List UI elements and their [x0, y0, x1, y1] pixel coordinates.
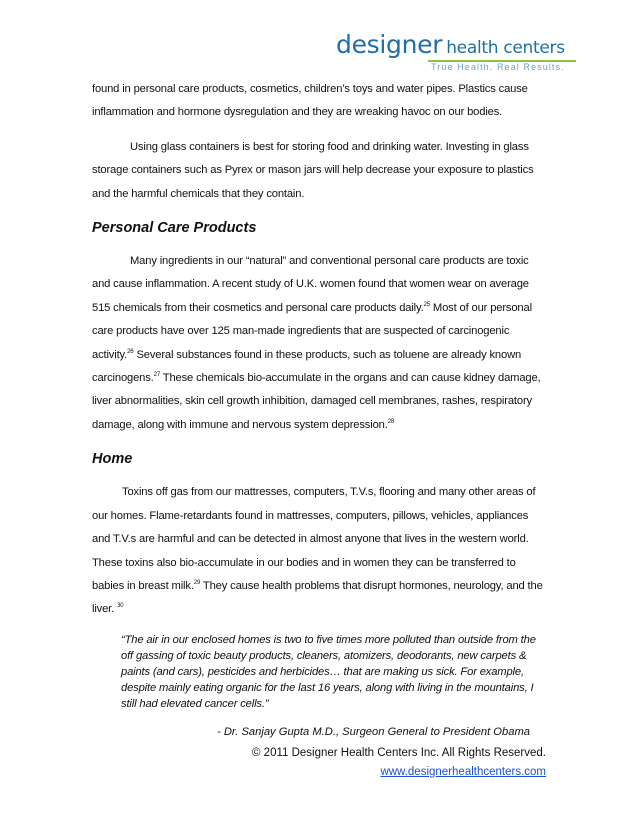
logo-tagline: True Health. Real Results.: [431, 62, 565, 72]
website-link[interactable]: www.designerhealthcenters.com: [380, 766, 546, 778]
page-footer: [252, 744, 546, 782]
footnote-ref-28: 28: [387, 418, 395, 425]
section-heading-personal-care: Personal Care Products: [92, 220, 257, 237]
paragraph-glass-containers: Using glass containers is best for storing food and drinking water. Investing in glass storage containers such as Pyrex or mason jars will help decrease your exposure to plastics and the harmful chemicals that they contain.: [92, 140, 534, 200]
logo-word-health-centers: health centers: [446, 38, 565, 58]
footnote-ref-30: 30: [117, 603, 124, 610]
footnote-ref-27: 27: [153, 372, 161, 379]
paragraph-personal-care: Many ingredients in our “natural” and conventional personal care products are toxic and cause inflammation. A recent study of U.K. women found that women wear on average 515 chemicals from their cosmetics and personal care products daily.$^{25}$ Most of our personal care products have over 125 man-made ingredients that are suspected of carcinogenic activity.$^{26}$ Several substances found in these products, such as toluene are already known carcinogens.$^{27}$ These chemicals bio-accumulate in the organs and can cause kidney damage, liver abnormalities, skin cell growth inhibition, damaged cell membranes, rashes, respiratory damage, along with immune and nervous system depression.$^{28}$: [92, 255, 541, 431]
section-heading-home: Home: [92, 451, 133, 468]
footnote-ref-26: 26: [127, 348, 134, 355]
copyright-notice: © 2011 Designer Health Centers Inc. All Rights Reserved.: [252, 747, 546, 759]
logo-wordmark: [336, 30, 565, 59]
block-quote: “The air in our enclosed homes is two to five times more polluted than outside from the off gassing of toxic beauty products, cleaners, atomizers, deodorants, new carpets & paints (and cars), pesticides and herbicides… that are making us sick. For example, despite mainly eating organic for the last 16 years, along with living in the mountains, I still had elevated cancer cells.”: [121, 633, 536, 710]
paragraph-plastics: found in personal care products, cosmetics, children’s toys and water pipes. Plastics cause inflammation and hormone dysregulation and they are wreaking havoc on our bodies.: [92, 83, 528, 119]
paragraph-home: Toxins off gas from our mattresses, computers, T.V.s, flooring and many other areas of our homes. Flame-retardants found in mattresses, computers, pillows, vehicles, appliances and T.V.s are harmful and can be detected in almost anyone that lives in the western world. These toxins also bio-accumulate in our bodies and in women they can be transferred to babies in breast milk.$^{29}$ They cause health problems that disrupt hormones, neurology, and the liver. $^{30}$: [92, 486, 543, 616]
document-body: [92, 78, 547, 740]
footnote-ref-29: 29: [193, 579, 201, 586]
quote-attribution: - Dr. Sanjay Gupta M.D., Surgeon General to President Obama: [217, 725, 530, 738]
footnote-ref-25: 25: [423, 301, 430, 308]
logo-word-designer: designer: [336, 30, 443, 59]
brand-logo: [336, 30, 576, 78]
